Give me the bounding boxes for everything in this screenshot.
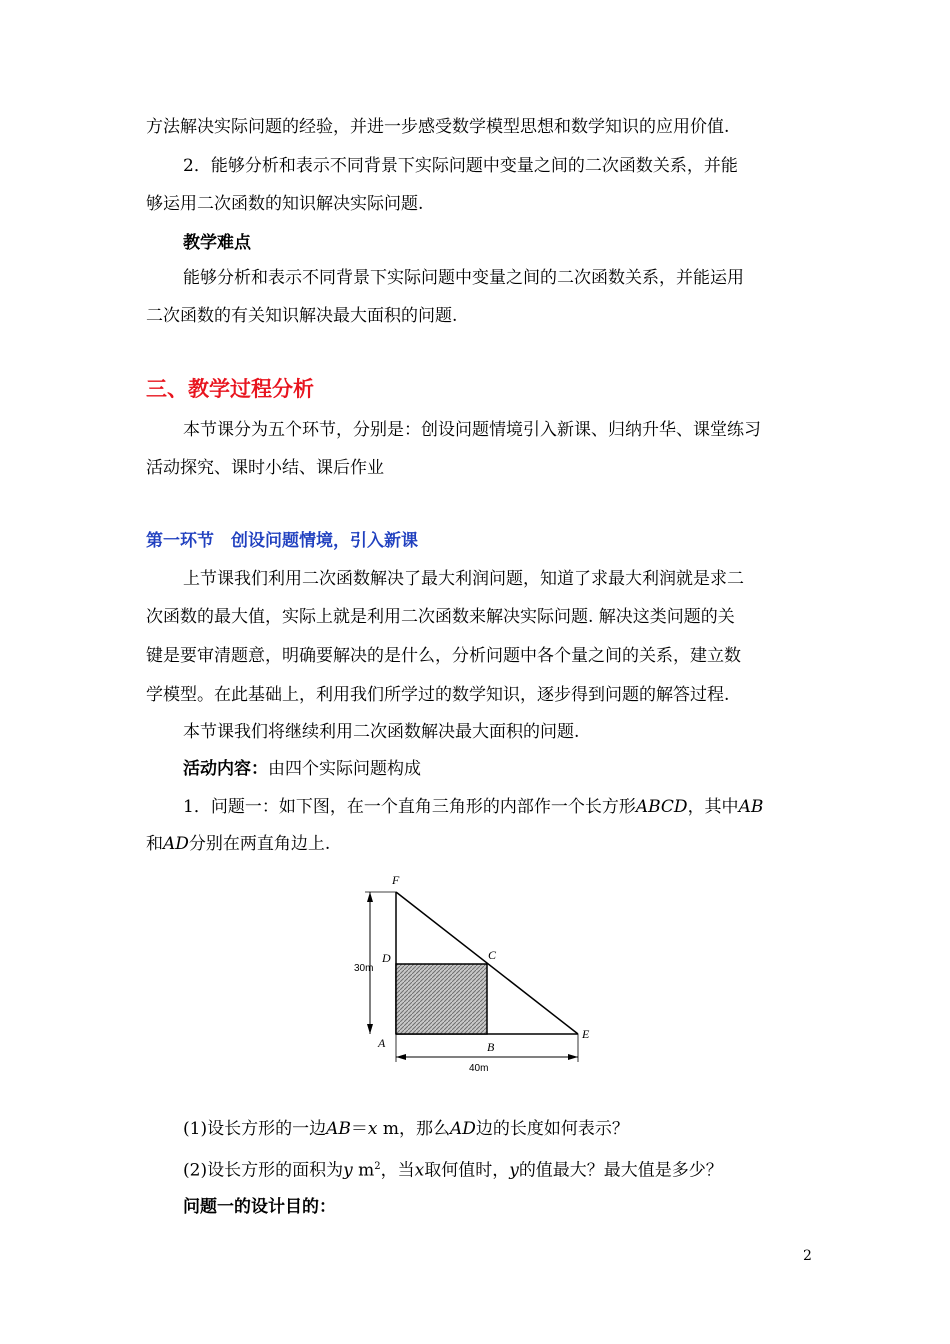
- subquestion-1: [183, 1116, 810, 1142]
- math-var: AD: [450, 1119, 476, 1139]
- label-e: E: [582, 1027, 590, 1041]
- subquestion-text: m，那么: [377, 1119, 450, 1139]
- paragraph-line: 够运用二次函数的知识解决实际问题.: [146, 194, 424, 214]
- subquestion-text: ＝: [350, 1119, 368, 1139]
- question-text: ，其中: [687, 797, 739, 817]
- paragraph-line: 学模型。在此基础上，利用我们所学过的数学知识，逐步得到问题的解答过程.: [146, 685, 730, 705]
- question-line: [183, 794, 810, 820]
- page-number: 2: [803, 1248, 812, 1264]
- math-var: AD: [163, 834, 189, 854]
- activity-line: [183, 756, 810, 782]
- subquestion-text: 边的长度如何表示？: [475, 1119, 629, 1139]
- question-text: 1．问题一：如下图，在一个直角三角形的内部作一个长方形: [183, 797, 636, 817]
- math-var: x: [414, 1160, 425, 1181]
- section-heading: 三、教学过程分析: [146, 376, 314, 401]
- question-line: [146, 831, 810, 857]
- superscript: 2: [374, 1161, 381, 1172]
- paragraph-line: 2．能够分析和表示不同背景下实际问题中变量之间的二次函数关系，并能: [183, 156, 738, 176]
- subquestion-text: (1)设长方形的一边: [183, 1119, 327, 1139]
- paragraph-line: 键是要审清题意，明确要解决的是什么，分析问题中各个量之间的关系，建立数: [146, 646, 741, 666]
- math-var: ABCD: [635, 797, 688, 817]
- triangle-rectangle-figure: [352, 870, 602, 1075]
- subquestion-text: ，当: [380, 1160, 415, 1181]
- difficulty-heading: 教学难点: [183, 233, 251, 253]
- label-a: A: [378, 1036, 386, 1050]
- stage-heading: 第一环节 创设问题情境，引入新课: [146, 531, 418, 551]
- activity-text: 由四个实际问题构成: [268, 759, 421, 779]
- math-var: y: [343, 1160, 353, 1181]
- label-c: C: [488, 948, 497, 962]
- math-var: x: [367, 1119, 378, 1139]
- rectangle-abcd: [396, 964, 487, 1034]
- paragraph-line: 本节课我们将继续利用二次函数解决最大面积的问题.: [183, 722, 580, 742]
- paragraph-line: 方法解决实际问题的经验，并进一步感受数学模型思想和数学知识的应用价值.: [146, 117, 730, 137]
- design-purpose-heading: 问题一的设计目的：: [183, 1197, 336, 1217]
- label-40m: 40m: [469, 1063, 489, 1074]
- paragraph-line: 次函数的最大值，实际上就是利用二次函数来解决实际问题. 解决这类问题的关: [146, 607, 735, 627]
- question-text: 分别在两直角边上.: [188, 834, 331, 854]
- paragraph-line: 本节课分为五个环节，分别是：创设问题情境引入新课、归纳升华、课堂练习: [183, 420, 761, 440]
- math-var: AB: [738, 797, 764, 817]
- label-f: F: [392, 873, 400, 887]
- activity-label: 活动内容：: [183, 759, 268, 779]
- paragraph-line: 能够分析和表示不同背景下实际问题中变量之间的二次函数关系，并能运用: [183, 268, 744, 288]
- paragraph-line: 活动探究、课时小结、课后作业: [146, 458, 384, 478]
- math-var: AB: [326, 1119, 351, 1139]
- subquestion-2: [183, 1154, 810, 1184]
- subquestion-text: (2)设长方形的面积为: [183, 1160, 344, 1181]
- subquestion-text: m: [352, 1160, 375, 1181]
- label-b: B: [487, 1040, 495, 1054]
- subquestion-text: 取何值时，: [424, 1160, 510, 1181]
- label-d: D: [382, 951, 391, 965]
- question-text: 和: [146, 834, 163, 854]
- paragraph-line: 二次函数的有关知识解决最大面积的问题.: [146, 306, 458, 326]
- label-30m: 30m: [354, 963, 374, 974]
- subquestion-text: 的值最大？最大值是多少？: [518, 1160, 723, 1181]
- paragraph-line: 上节课我们利用二次函数解决了最大利润问题，知道了求最大利润就是求二: [183, 569, 744, 589]
- math-var: y: [509, 1160, 519, 1181]
